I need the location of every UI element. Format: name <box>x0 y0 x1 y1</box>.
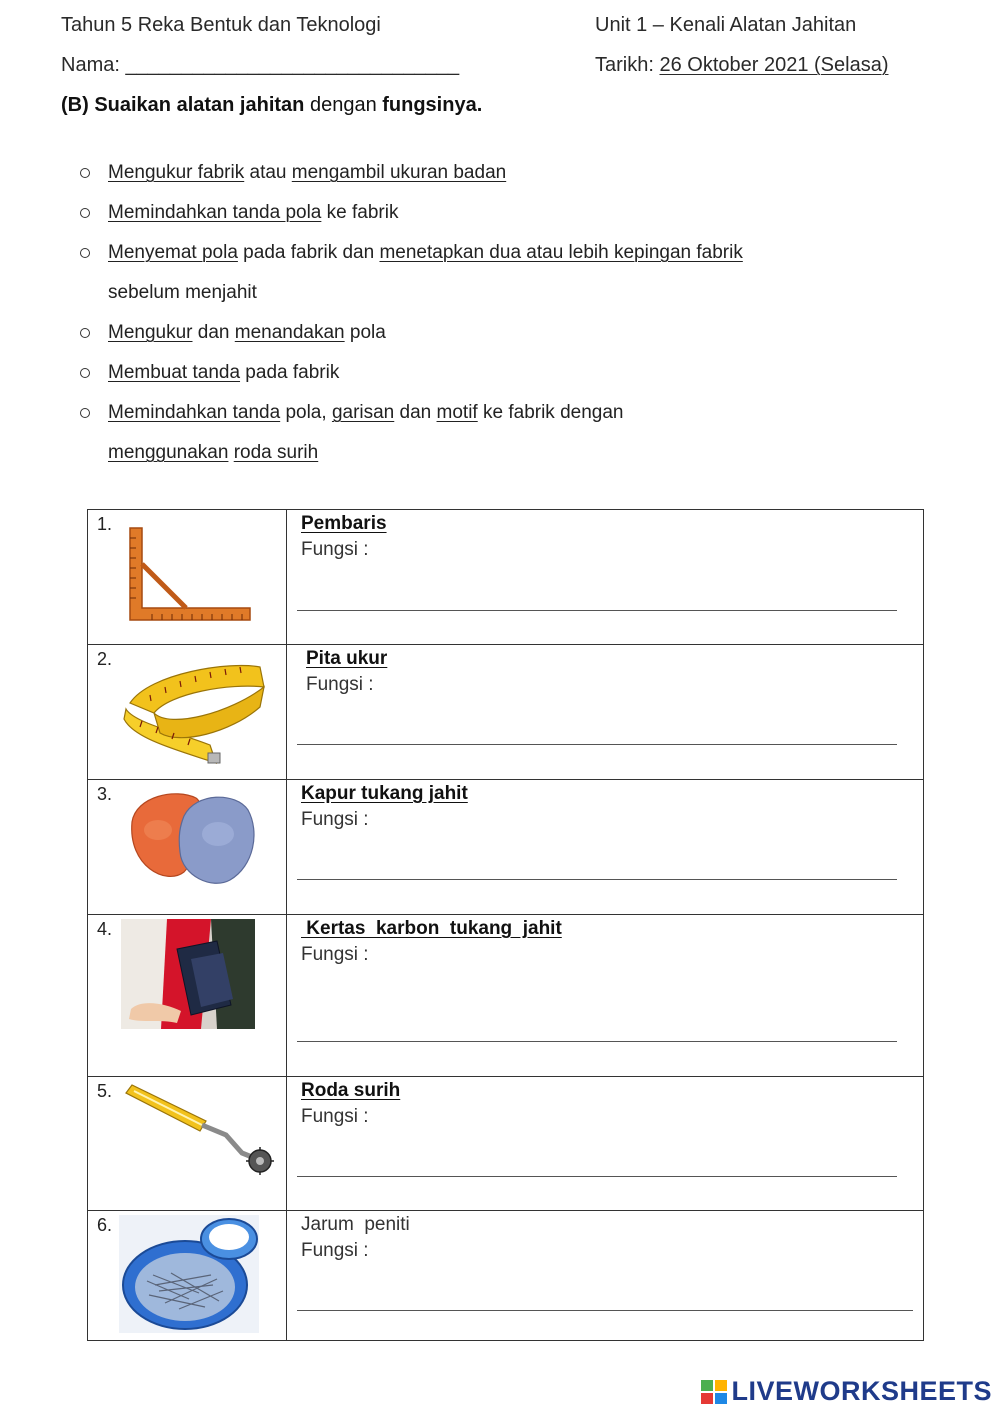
function-text: pola <box>344 322 386 343</box>
name-field <box>61 54 459 77</box>
function-item <box>80 358 920 398</box>
function-text: Membuat tanda <box>108 362 241 383</box>
name-blank: ______________________________ <box>125 54 460 76</box>
bullet-circle-icon <box>80 368 90 378</box>
date-value: 26 Oktober 2021 (Selasa) <box>659 54 889 76</box>
function-text: pada fabrik <box>240 362 340 383</box>
unit-title: Unit 1 – Kenali Alatan Jahitan <box>595 14 857 36</box>
measuring-tape-image <box>120 653 270 771</box>
function-text: menggunakan <box>108 442 229 463</box>
function-text: atau <box>244 162 292 183</box>
function-item-continuation <box>80 278 920 318</box>
function-item <box>80 198 920 238</box>
function-text: mengambil ukuran badan <box>291 162 507 183</box>
bullet-circle-icon <box>80 248 90 258</box>
tool-name: Kertas karbon tukang jahit <box>301 918 562 939</box>
function-label: Fungsi : <box>306 674 374 695</box>
instruction-part1: (B) Suaikan alatan jahitan <box>61 94 305 116</box>
function-label: Fungsi : <box>301 539 369 560</box>
function-text: menandakan <box>234 322 345 343</box>
answer-line[interactable] <box>297 610 897 611</box>
name-label: Nama: <box>61 54 126 76</box>
table-row <box>88 1211 924 1341</box>
table-row <box>88 780 924 915</box>
bullet-circle-icon <box>80 208 90 218</box>
instruction-part2: dengan <box>304 94 383 116</box>
l-square-ruler-image <box>126 524 256 624</box>
image-cell <box>88 510 287 645</box>
function-text: pada fabrik dan <box>237 242 380 263</box>
function-text: Mengukur <box>108 322 193 343</box>
image-cell <box>88 915 287 1077</box>
function-text: ke fabrik dengan <box>477 402 624 423</box>
function-label: Fungsi : <box>301 1106 369 1127</box>
function-text: menetapkan dua atau lebih kepingan fabrik <box>379 242 743 263</box>
function-label: Fungsi : <box>301 1240 369 1261</box>
function-text: motif <box>436 402 478 423</box>
function-item <box>80 318 920 358</box>
text-cell <box>287 1211 924 1341</box>
function-text: pola, <box>280 402 332 423</box>
tool-name: Jarum peniti <box>301 1214 410 1235</box>
function-text: dan <box>394 402 437 423</box>
watermark-text: LIVEWORKSHEETS <box>731 1376 992 1406</box>
answer-line[interactable] <box>297 1310 913 1311</box>
row-number: 2. <box>97 649 113 669</box>
table-row <box>88 510 924 645</box>
tool-name: Roda surih <box>301 1080 401 1101</box>
tracing-wheel-image <box>122 1081 276 1177</box>
date-field <box>595 54 889 77</box>
tailor-chalk-image <box>126 786 261 886</box>
function-text: Menyemat pola <box>108 242 238 263</box>
answer-line[interactable] <box>297 879 897 880</box>
function-text: Memindahkan tanda <box>108 402 281 423</box>
subject-title: Tahun 5 Reka Bentuk dan Teknologi <box>61 14 381 36</box>
row-number: 4. <box>97 919 113 939</box>
answer-line[interactable] <box>297 1176 897 1177</box>
function-text: garisan <box>331 402 395 423</box>
bullet-circle-icon <box>80 408 90 418</box>
function-list <box>80 158 920 478</box>
function-item <box>80 238 920 278</box>
row-number: 6. <box>97 1215 113 1235</box>
image-cell <box>88 780 287 915</box>
row-number: 1. <box>97 514 113 534</box>
text-cell <box>287 915 924 1077</box>
function-item-continuation <box>80 438 920 478</box>
liveworksheets-logo-icon <box>701 1380 727 1404</box>
function-text: Mengukur fabrik <box>108 162 245 183</box>
image-cell <box>88 1211 287 1341</box>
row-number: 3. <box>97 784 113 804</box>
text-cell <box>287 645 924 780</box>
function-text: roda surih <box>233 442 319 463</box>
row-number: 5. <box>97 1081 113 1101</box>
function-text: ke fabrik <box>321 202 399 223</box>
bullet-circle-icon <box>80 168 90 178</box>
table-row <box>88 645 924 780</box>
image-cell <box>88 1077 287 1211</box>
pins-box-image <box>119 1215 259 1333</box>
carbon-paper-image <box>121 919 255 1029</box>
function-label: Fungsi : <box>301 944 369 965</box>
table-row <box>88 915 924 1077</box>
answer-line[interactable] <box>297 1041 897 1042</box>
table-row <box>88 1077 924 1211</box>
answer-line[interactable] <box>297 744 897 745</box>
function-text: dan <box>192 322 235 343</box>
bullet-circle-icon <box>80 328 90 338</box>
instruction <box>61 94 482 117</box>
tools-table <box>87 509 924 1341</box>
image-cell <box>88 645 287 780</box>
tool-name: Pita ukur <box>306 648 388 669</box>
text-cell <box>287 1077 924 1211</box>
function-item <box>80 158 920 198</box>
function-item <box>80 398 920 438</box>
function-text: Memindahkan tanda pola <box>108 202 322 223</box>
function-label: Fungsi : <box>301 809 369 830</box>
text-cell <box>287 510 924 645</box>
liveworksheets-watermark <box>701 1376 992 1407</box>
tool-name: Pembaris <box>301 513 387 534</box>
function-text: sebelum menjahit <box>108 282 257 303</box>
instruction-part3: fungsinya. <box>382 94 483 116</box>
tool-name: Kapur tukang jahit <box>301 783 468 804</box>
text-cell <box>287 780 924 915</box>
date-label: Tarikh: <box>595 54 660 76</box>
